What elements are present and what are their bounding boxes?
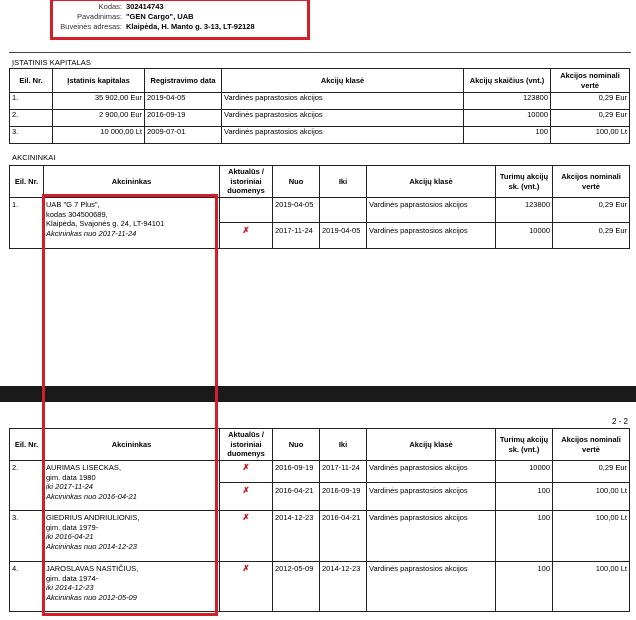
cell-nr: 4. <box>10 562 44 612</box>
col-header-share-count: Akcijų skaičius (vnt.) <box>464 69 551 93</box>
cell-until: 2017-11-24 <box>320 461 367 483</box>
section-divider <box>9 52 631 53</box>
shareholder-address: Klaipėda, Svajonės g. 24, LT-94101 <box>46 219 165 228</box>
historic-mark-icon: ✗ <box>242 462 250 472</box>
page-number: 2 - 2 <box>611 417 628 426</box>
historic-mark-icon: ✗ <box>242 512 250 522</box>
shareholder-birth: gim. data 1979- <box>46 522 99 532</box>
shareholder-name: UAB "G 7 Plus", <box>46 200 100 209</box>
cell-from: 2014-12-23 <box>273 511 320 562</box>
cell-date: 2019-04-05 <box>145 93 222 110</box>
cell-until: 2016-04-21 <box>320 511 367 562</box>
shareholder-since: Akcininkas nuo 2012-05-09 <box>46 592 137 602</box>
cell-count: 10000 <box>496 461 553 483</box>
cell-capital: 2 900,00 Eur <box>53 110 145 127</box>
shareholder-since: Akcininkas nuo 2017-11-24 <box>46 228 137 238</box>
shareholder-until: iki 2017-11-24 <box>46 482 93 491</box>
cell-count: 10000 <box>464 110 551 127</box>
col-header-shareholder: Akcininkas <box>44 166 220 198</box>
col-header-nominal: Akcijos nominali vertė <box>551 69 630 93</box>
cell-until <box>320 198 367 223</box>
cell-nr: 1. <box>10 93 53 110</box>
cell-class: Vardinės paprastosios akcijos <box>367 483 496 511</box>
col-header-current-historic: Aktualūs / istoriniai duomenys <box>220 166 273 198</box>
cell-class: Vardinės paprastosios akcijos <box>367 198 496 223</box>
cell-count: 123800 <box>464 93 551 110</box>
cell-from: 2019-04-05 <box>273 198 320 223</box>
shareholder-column-highlight <box>42 194 218 616</box>
shareholders-header-row <box>10 166 630 198</box>
col-header-share-class: Akcijų klasė <box>367 166 496 198</box>
cell-count: 100 <box>496 511 553 562</box>
cell-hist <box>220 511 273 562</box>
capital-section-title: ĮSTATINIS KAPITALAS <box>12 58 92 67</box>
col-header-nominal: Akcijos nominali vertė <box>553 166 630 198</box>
cell-nominal: 100,00 Lt <box>553 562 630 612</box>
table-row <box>10 93 630 110</box>
shareholder-name: GIEDRIUS ANDRIULIONIS, <box>46 513 140 522</box>
cell-hist <box>220 562 273 612</box>
cell-nominal: 0,29 Eur <box>553 198 630 223</box>
header-name-value: "GEN Cargo", UAB <box>126 12 194 21</box>
cell-until: 2019-04-05 <box>320 223 367 249</box>
cell-nominal: 0,29 Eur <box>553 461 630 483</box>
cell-class: Vardinės paprastosios akcijos <box>367 461 496 483</box>
cell-nominal: 0,29 Eur <box>553 223 630 249</box>
cell-nominal: 100,00 Lt <box>553 483 630 511</box>
cell-nominal: 100,00 Lt <box>551 127 630 144</box>
shareholder-name: JAROSLAVAS NASTIČIUS, <box>46 564 139 573</box>
cell-from: 2016-04-21 <box>273 483 320 511</box>
shareholder-code: kodas 304500689, <box>46 209 108 219</box>
cell-hist <box>220 198 273 223</box>
cell-capital: 10 000,00 Lt <box>53 127 145 144</box>
historic-mark-icon: ✗ <box>242 225 250 235</box>
cell-until: 2016-09-19 <box>320 483 367 511</box>
header-highlight-box <box>50 0 310 40</box>
cell-class: Vardinės paprastosios akcijos <box>222 93 464 110</box>
cell-count: 10000 <box>496 223 553 249</box>
header-code-label: Kodas: <box>98 2 122 11</box>
col-header-nominal: Akcijos nominali vertė <box>553 429 630 461</box>
col-header-until: Iki <box>320 429 367 461</box>
cell-nr: 2. <box>10 461 44 511</box>
cell-hist <box>220 483 273 511</box>
header-address-value: Klaipėda, H. Manto g. 3-13, LT-92128 <box>126 22 255 31</box>
cell-nominal: 100,00 Lt <box>553 511 630 562</box>
cell-date: 2009-07-01 <box>145 127 222 144</box>
capital-header-row <box>10 69 630 93</box>
cell-class: Vardinės paprastosios akcijos <box>367 511 496 562</box>
shareholder-until: iki 2016-04-21 <box>46 532 94 541</box>
col-header-nr: Eil. Nr. <box>10 166 44 198</box>
historic-mark-icon: ✗ <box>242 563 250 573</box>
cell-nr: 3. <box>10 127 53 144</box>
header-address-label: Buveinės adresas: <box>60 22 122 31</box>
table-row <box>10 127 630 144</box>
col-header-share-class: Akcijų klasė <box>367 429 496 461</box>
cell-count: 123800 <box>496 198 553 223</box>
cell-until: 2014-12-23 <box>320 562 367 612</box>
shareholder-since: Akcininkas nuo 2014-12-23 <box>46 541 137 551</box>
cell-class: Vardinės paprastosios akcijos <box>222 110 464 127</box>
col-header-until: Iki <box>320 166 367 198</box>
col-header-shares-held: Turimų akcijų sk. (vnt.) <box>496 166 553 198</box>
col-header-from: Nuo <box>273 429 320 461</box>
col-header-nr: Eil. Nr. <box>10 429 44 461</box>
table-row <box>10 110 630 127</box>
cell-hist <box>220 223 273 249</box>
cell-nominal: 0,29 Eur <box>551 110 630 127</box>
col-header-shareholder: Akcininkas <box>44 429 220 461</box>
shareholder-name: AURIMAS LISECKAS, <box>46 463 122 472</box>
col-header-reg-date: Registravimo data <box>145 69 222 93</box>
capital-table <box>9 68 630 144</box>
col-header-share-class: Akcijų klasė <box>222 69 464 93</box>
cell-count: 100 <box>496 483 553 511</box>
cell-class: Vardinės paprastosios akcijos <box>222 127 464 144</box>
cell-capital: 35 902,00 Eur <box>53 93 145 110</box>
cell-nominal: 0,29 Eur <box>551 93 630 110</box>
shareholders-section-title: AKCININKAI <box>12 153 56 162</box>
cell-nr: 1. <box>10 198 44 249</box>
shareholder-until: iki 2014-12-23 <box>46 583 94 592</box>
cell-from: 2012-05-09 <box>273 562 320 612</box>
col-header-from: Nuo <box>273 166 320 198</box>
shareholder-since: Akcininkas nuo 2016-04-21 <box>46 491 137 501</box>
cell-nr: 3. <box>10 511 44 562</box>
col-header-capital: Įstatinis kapitalas <box>53 69 145 93</box>
cell-hist <box>220 461 273 483</box>
cell-class: Vardinės paprastosios akcijos <box>367 562 496 612</box>
cell-from: 2016-09-19 <box>273 461 320 483</box>
col-header-shares-held: Turimų akcijų sk. (vnt.) <box>496 429 553 461</box>
header-name-label: Pavadinimas: <box>76 12 122 21</box>
cell-count: 100 <box>464 127 551 144</box>
col-header-current-historic: Aktualūs / istoriniai duomenys <box>220 429 273 461</box>
cell-nr: 2. <box>10 110 53 127</box>
cell-count: 100 <box>496 562 553 612</box>
shareholder-birth: gim. data 1980 <box>46 472 96 482</box>
shareholder-birth: gim. data 1974- <box>46 573 99 583</box>
cell-from: 2017-11-24 <box>273 223 320 249</box>
cell-class: Vardinės paprastosios akcijos <box>367 223 496 249</box>
col-header-nr: Eil. Nr. <box>10 69 53 93</box>
header-code-value: 302414743 <box>126 2 164 11</box>
historic-mark-icon: ✗ <box>242 485 250 495</box>
cell-date: 2016-09-19 <box>145 110 222 127</box>
